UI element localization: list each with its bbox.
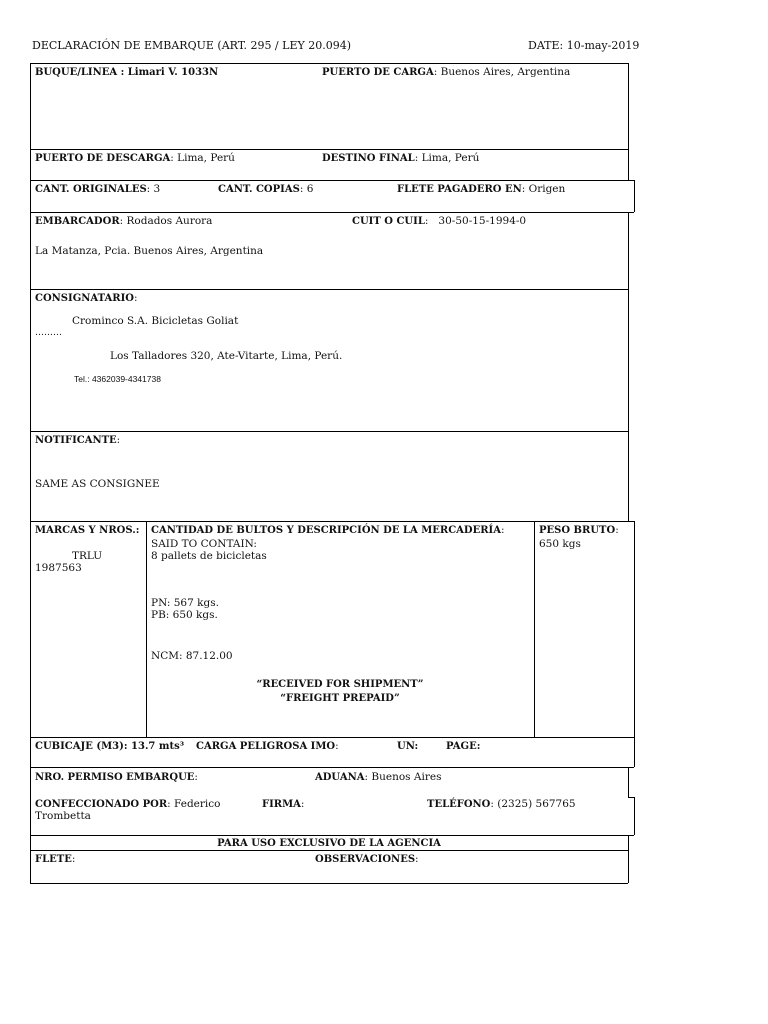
peso-colon: : <box>615 524 619 536</box>
border-line <box>634 797 635 835</box>
permiso-label: NRO. PERMISO EMBARQUE <box>35 772 195 783</box>
ncm-code: NCM: 87.12.00 <box>151 650 233 662</box>
border-line <box>30 737 634 738</box>
border-line <box>628 63 629 180</box>
border-line <box>30 149 628 150</box>
cubicaje-label: CUBICAJE (M3): 13.7 mts³ <box>35 741 185 752</box>
destino-final-label: DESTINO FINAL <box>322 153 415 164</box>
consignatario-dots: ……… <box>35 328 62 338</box>
destino-final <box>322 152 479 165</box>
telefono-value: : (2325) 567765 <box>490 798 576 810</box>
border-line <box>634 737 635 767</box>
embarcador-address: La Matanza, Pcia. Buenos Aires, Argentina <box>35 245 264 257</box>
freight-prepaid: “FREIGHT PREPAID” <box>280 693 400 704</box>
consignatario-colon: : <box>133 292 138 304</box>
cant-copias-label: CANT. COPIAS <box>218 184 300 195</box>
flete-colon: : <box>71 853 76 865</box>
border-line <box>30 767 634 768</box>
marcas-line2: 1987563 <box>35 562 82 574</box>
border-line <box>628 835 629 883</box>
firma-label: FIRMA <box>262 799 301 810</box>
confeccionado-value: : Federico <box>167 798 221 810</box>
border-line <box>30 883 628 884</box>
cant-originales-value: : 3 <box>146 183 161 195</box>
notificante <box>35 434 120 447</box>
carga-peligrosa-label: CARGA PELIGROSA IMO <box>196 741 336 752</box>
flete-pagadero <box>397 183 565 196</box>
consignatario-label: CONSIGNATARIO <box>35 293 134 304</box>
border-line <box>146 521 147 737</box>
destino-final-value: : Lima, Perú <box>414 152 480 164</box>
notificante-colon: : <box>116 434 121 446</box>
border-line <box>30 521 634 522</box>
cantidad-label: CANTIDAD DE BULTOS Y DESCRIPCIÓN DE LA MERCADERÍA <box>151 525 501 536</box>
peso-value: 650 kgs <box>539 538 581 550</box>
carga-peligrosa <box>196 740 339 753</box>
notificante-label: NOTIFICANTE <box>35 435 117 446</box>
pallets-description: 8 pallets de bicicletas <box>151 550 267 562</box>
agencia-heading: PARA USO EXCLUSIVO DE LA AGENCIA <box>217 838 441 849</box>
peso-label: PESO BRUTO <box>539 525 616 536</box>
flete <box>35 853 75 866</box>
border-line <box>30 289 628 290</box>
puerto-carga <box>322 66 570 79</box>
border-line <box>30 212 634 213</box>
peso-neto: PN: 567 kgs. <box>151 597 219 609</box>
embarcador-label: EMBARCADOR <box>35 216 120 227</box>
border-line <box>534 521 535 737</box>
puerto-descarga <box>35 152 235 165</box>
permiso-colon: : <box>194 771 198 783</box>
puerto-descarga-label: PUERTO DE DESCARGA <box>35 153 171 164</box>
puerto-carga-value: : Buenos Aires, Argentina <box>433 66 571 78</box>
observaciones-colon: : <box>415 853 419 865</box>
page-label: PAGE: <box>446 741 481 752</box>
border-line <box>30 835 634 836</box>
peso-bruto-desc: PB: 650 kgs. <box>151 609 218 621</box>
cantidad-header <box>151 524 505 537</box>
puerto-carga-label: PUERTO DE CARGA <box>322 67 434 78</box>
marcas-line1: TRLU <box>72 550 103 562</box>
un-label: UN: <box>397 741 419 752</box>
document-title: DECLARACIÓN DE EMBARQUE (ART. 295 / LEY 20.094) <box>32 39 352 52</box>
cuit <box>352 215 526 228</box>
consignatario-address: Los Talladores 320, Ate-Vitarte, Lima, Perú. <box>110 350 343 362</box>
carga-peligrosa-colon: : <box>335 740 339 752</box>
confeccionado-value-2: Trombetta <box>35 810 91 822</box>
firma <box>262 798 304 811</box>
cant-originales-label: CANT. ORIGINALES <box>35 184 147 195</box>
aduana <box>315 771 441 784</box>
border-line <box>30 63 31 883</box>
aduana-label: ADUANA <box>315 772 365 783</box>
border-line <box>628 212 629 521</box>
cantidad-colon: : <box>500 524 505 536</box>
observaciones-label: OBSERVACIONES <box>315 854 416 865</box>
aduana-value: : Buenos Aires <box>364 771 442 783</box>
border-line <box>30 850 628 851</box>
telefono <box>427 798 576 811</box>
permiso <box>35 771 198 784</box>
cuit-value: : 30-50-15-1994-0 <box>424 215 527 227</box>
cant-copias-value: : 6 <box>299 183 314 195</box>
puerto-descarga-value: : Lima, Perú <box>170 152 235 164</box>
consignatario-tel: Tel.: 4362039-4341738 <box>74 374 161 384</box>
telefono-label: TELÉFONO <box>427 799 491 810</box>
peso-header <box>539 524 619 537</box>
border-line <box>628 767 629 797</box>
marcas-label: MARCAS Y NROS.: <box>35 525 140 536</box>
border-line <box>634 521 635 737</box>
border-line <box>30 180 634 181</box>
border-line <box>30 63 628 64</box>
flete-pagadero-label: FLETE PAGADERO EN <box>397 184 522 195</box>
cuit-label: CUIT O CUIL <box>352 216 425 227</box>
consignatario <box>35 292 138 305</box>
embarcador-value: : Rodados Aurora <box>119 215 213 227</box>
confeccionado-label: CONFECCIONADO POR <box>35 799 168 810</box>
border-line <box>30 431 628 432</box>
border-line <box>634 180 635 212</box>
embarcador <box>35 215 212 228</box>
said-to-contain: SAID TO CONTAIN: <box>151 538 257 550</box>
notificante-value: SAME AS CONSIGNEE <box>35 478 160 490</box>
received-for-shipment: “RECEIVED FOR SHIPMENT” <box>256 679 424 690</box>
cant-originales <box>35 183 160 196</box>
document-date: DATE: 10-may-2019 <box>528 39 640 52</box>
flete-pagadero-value: : Origen <box>521 183 566 195</box>
consignatario-name: Crominco S.A. Bicicletas Goliat <box>72 315 239 327</box>
firma-colon: : <box>300 798 305 810</box>
observaciones <box>315 853 419 866</box>
flete-label: FLETE <box>35 854 72 865</box>
buque-label: BUQUE/LINEA : Limari V. 1033N <box>35 67 219 78</box>
cant-copias <box>218 183 313 196</box>
